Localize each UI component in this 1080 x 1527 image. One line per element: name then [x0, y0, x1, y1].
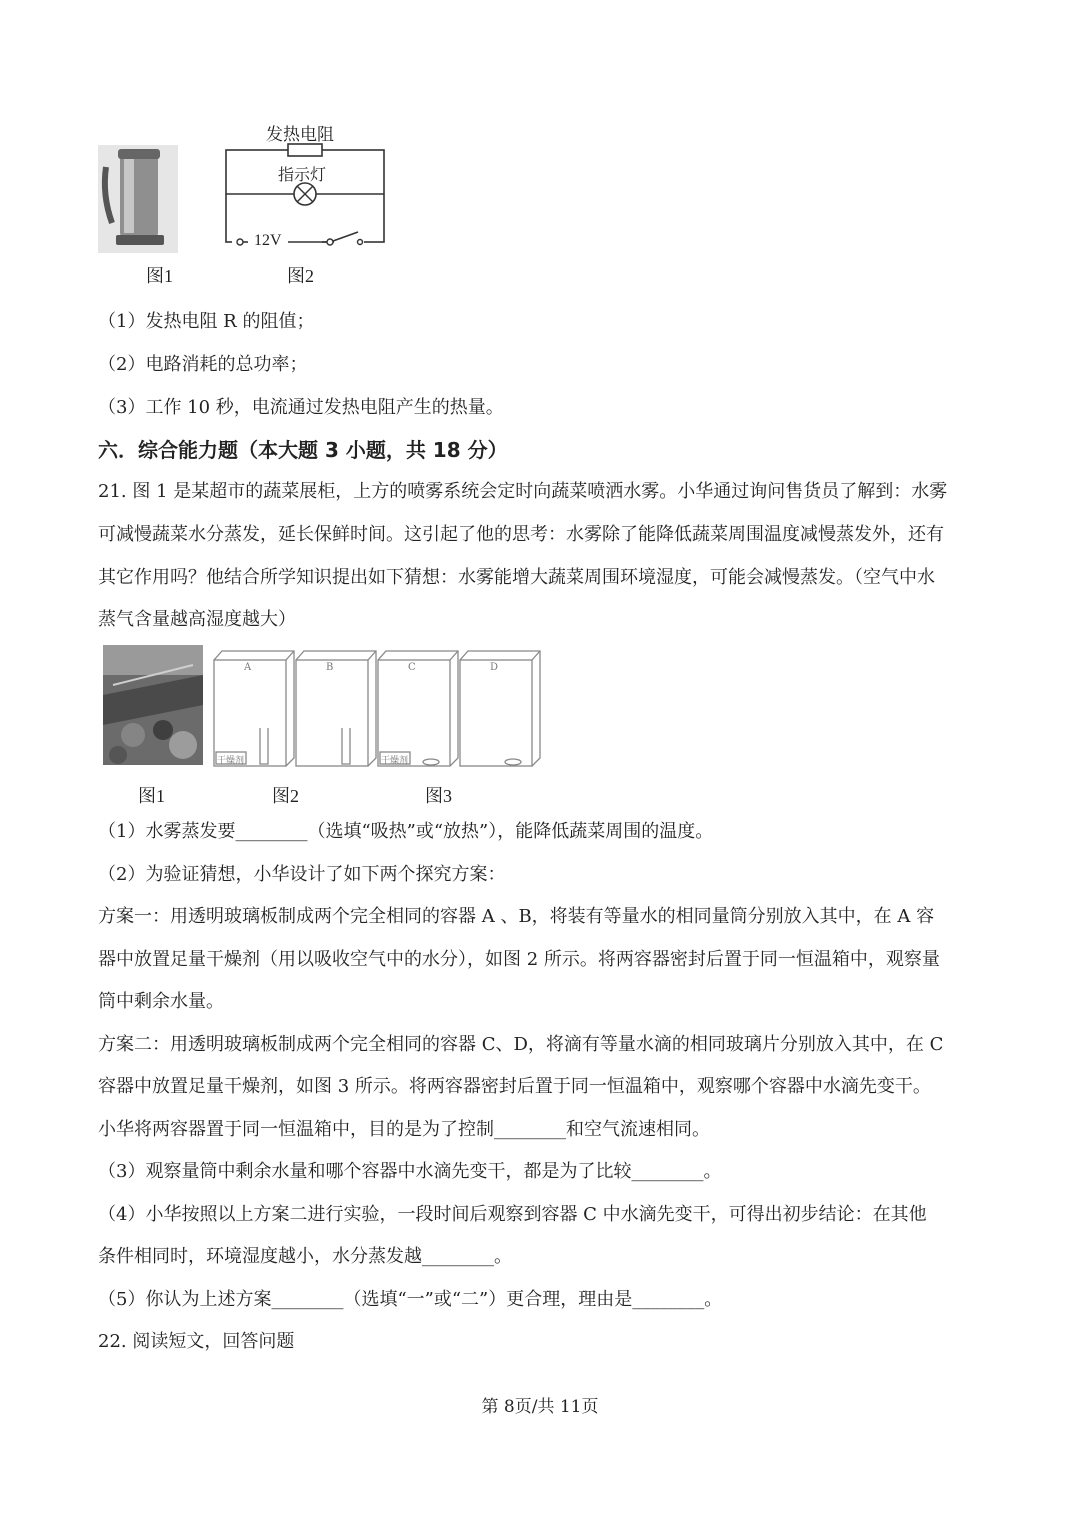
circuit-label-lamp: 指示灯 — [278, 165, 327, 184]
q21-line: （5）你认为上述方案________（选填“一”或“二”）更合理，理由是________。 — [98, 1289, 723, 1310]
container-label-c: C — [408, 662, 416, 673]
figure-caption-1-top: 图1 — [146, 266, 173, 286]
q21-line: 小华将两容器置于同一恒温箱中，目的是为了控制________和空气流速相同。 — [98, 1119, 710, 1140]
q21-line: 器中放置足量干燥剂（用以吸收空气中的水分），如图 2 所示。将两容器密封后置于同一恒温箱中，观察量 — [98, 949, 940, 970]
figure-caption-1-mid: 图1 — [138, 786, 165, 806]
circuit-label-voltage: 12V — [254, 232, 282, 249]
q21-intro-line: 其它作用吗？他结合所学知识提出如下猜想：水雾能增大蔬菜周围环境湿度，可能会减慢蒸发。（空气中水 — [98, 567, 935, 588]
q21-line: 容器中放置足量干燥剂，如图 3 所示。将两容器密封后置于同一恒温箱中，观察哪个容器中水滴先变干。 — [98, 1076, 931, 1097]
container-label-b: B — [326, 662, 334, 673]
q21-line: 筒中剩余水量。 — [98, 991, 224, 1012]
q21-line: （1）水雾蒸发要________（选填“吸热”或“放热”），能降低蔬菜周围的温度。 — [98, 821, 714, 842]
q21-line: 方案一：用透明玻璃板制成两个完全相同的容器 A 、B，将装有等量水的相同量筒分别放入其中，在 A 容 — [98, 906, 935, 927]
q21-intro-line: 可减慢蔬菜水分蒸发，延长保鲜时间。这引起了他的思考：水雾除了能降低蔬菜周围温度减慢蒸发外，还有 — [98, 524, 944, 545]
section-heading: 六．综合能力题（本大题 3 小题，共 18 分） — [98, 438, 508, 462]
container-label-a: A — [244, 662, 252, 673]
q20-item-2: （2）电路消耗的总功率； — [98, 354, 308, 375]
figure-caption-2-mid: 图2 — [272, 786, 299, 806]
q21-intro-line: 21. 图 1 是某超市的蔬菜展柜，上方的喷雾系统会定时向蔬菜喷洒水雾。小华通过询问售货员了解到：水雾 — [98, 481, 948, 502]
page-footer: 第 8页/共 11页 — [481, 1397, 599, 1417]
container-label-d: D — [490, 662, 499, 673]
q21-line: 条件相同时，环境湿度越小，水分蒸发越________。 — [98, 1246, 512, 1267]
circuit-diagram — [218, 120, 390, 255]
kettle-photo — [98, 145, 178, 253]
figure-caption-2-top: 图2 — [287, 266, 314, 286]
q20-item-1: （1）发热电阻 R 的阻值； — [98, 311, 315, 332]
q21-line: 方案二：用透明玻璃板制成两个完全相同的容器 C、D，将滴有等量水滴的相同玻璃片分别放入其中，在 C — [98, 1034, 944, 1055]
q22-heading: 22. 阅读短文，回答问题 — [98, 1331, 295, 1352]
q21-line: （4）小华按照以上方案二进行实验，一段时间后观察到容器 C 中水滴先变干，可得出初步结论：在其他 — [98, 1204, 927, 1225]
q20-item-3: （3）工作 10 秒，电流通过发热电阻产生的热量。 — [98, 397, 504, 418]
container-diagram — [210, 648, 546, 770]
desiccant-label-c: 干燥剂 — [381, 756, 409, 766]
desiccant-label-a: 干燥剂 — [217, 756, 245, 766]
vegetable-display-photo — [103, 645, 203, 765]
figure-caption-3-mid: 图3 — [425, 786, 452, 806]
circuit-label-resistor: 发热电阻 — [266, 125, 334, 145]
q21-line: （3）观察量筒中剩余水量和哪个容器中水滴先变干，都是为了比较________。 — [98, 1161, 722, 1182]
q21-intro-line: 蒸气含量越高湿度越大） — [98, 609, 296, 630]
q21-line: （2）为验证猜想，小华设计了如下两个探究方案： — [98, 864, 506, 885]
